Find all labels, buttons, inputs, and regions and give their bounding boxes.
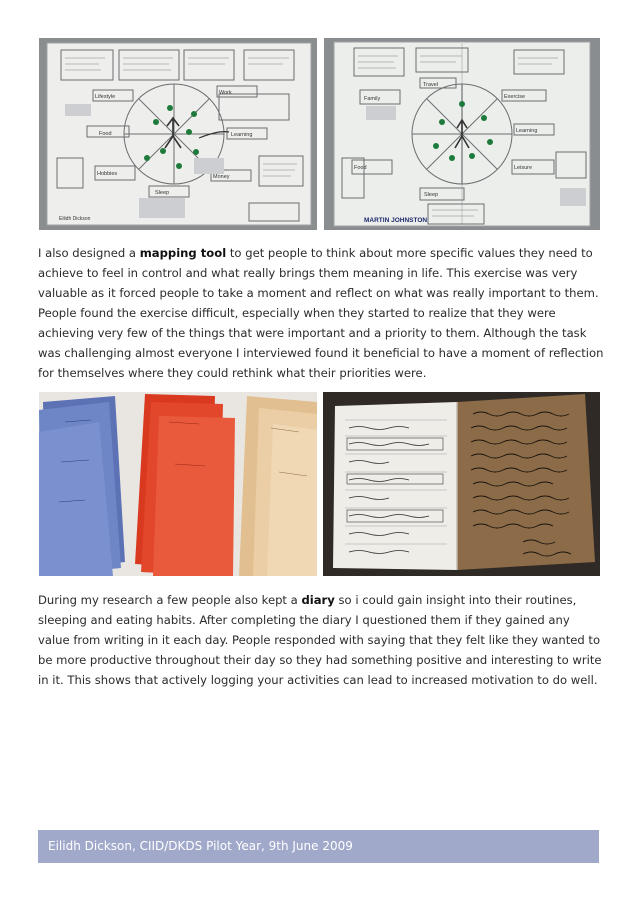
open-diary-illustration: [323, 392, 600, 576]
paragraph2-text-rest: so i could gain insight into their routines, sleeping and eating habits. After completing the diary I questioned them if they gained any value from writing in it each day. People responded with saying that they felt like they wanted to be more productive throughout their day so they had something positive and interesting to write in it. This shows that actively logging your activities can lead to increased motivation to do well.: [38, 593, 602, 687]
diary-covers-illustration: [39, 392, 317, 576]
diary-highlight: diary: [301, 593, 335, 607]
red-diaries: [135, 394, 235, 576]
map1-signature: Eilidh Dickson: [59, 216, 91, 222]
footer-text: Eilidh Dickson, CIID/DKDS Pilot Year, 9th June 2009: [48, 839, 353, 853]
mapping-tool-paragraph: [38, 243, 604, 383]
map2-label-leisure: Leisure: [514, 165, 533, 171]
map2-label-sleep: Sleep: [424, 192, 439, 198]
map1-label-sleep: Sleep: [155, 190, 170, 196]
mapping-tool-photo-1: [39, 38, 317, 230]
paragraph2-text-start: During my research a few people also kept a: [38, 593, 302, 607]
map2-label-food: Food: [354, 165, 367, 171]
page-footer: [38, 830, 599, 863]
mapping-sheet-1: [39, 38, 317, 230]
blue-diaries: [39, 396, 125, 576]
map2-label-travel: Travel: [423, 82, 439, 88]
map2-label-exercise: Exercise: [504, 94, 526, 100]
paragraph1-text-rest: to get people to think about more specific values they need to achieve to feel in control and what really brings them meaning in life. This exercise was very valuable as it forced people to take a moment and reflect on what was really important to them. People found the exercise difficult, especially when they started to realize that they were achieving very few of the things that were important and a priority to them. Although the task was challenging almost everyone I interviewed found it beneficial to have a moment of reflection for themselves where they could rethink what their priorities were.: [38, 246, 604, 380]
map1-label-hobbies: Hobbies: [97, 171, 118, 177]
map2-label-family: Family: [364, 96, 381, 102]
open-diary-photo: [323, 392, 600, 576]
map2-signature: MARTIN JOHNSTON: [364, 217, 428, 224]
mapping-tool-photo-2: [324, 38, 600, 230]
map2-label-learning: Learning: [516, 128, 538, 134]
map1-label-work: Work: [219, 90, 232, 96]
diary-covers-photo: [39, 392, 317, 576]
diary-paragraph: [38, 590, 604, 690]
map1-label-learning: Learning: [231, 132, 253, 138]
mapping-tool-highlight: mapping tool: [139, 246, 227, 260]
map1-label-money: Money: [213, 174, 230, 180]
paragraph1-text-start: I also designed a: [38, 246, 140, 260]
map1-label-lifestyle: Lifestyle: [95, 94, 116, 100]
map1-label-food: Food: [99, 131, 112, 137]
tan-diaries: [239, 396, 317, 576]
mapping-sheet-2: [324, 38, 600, 230]
